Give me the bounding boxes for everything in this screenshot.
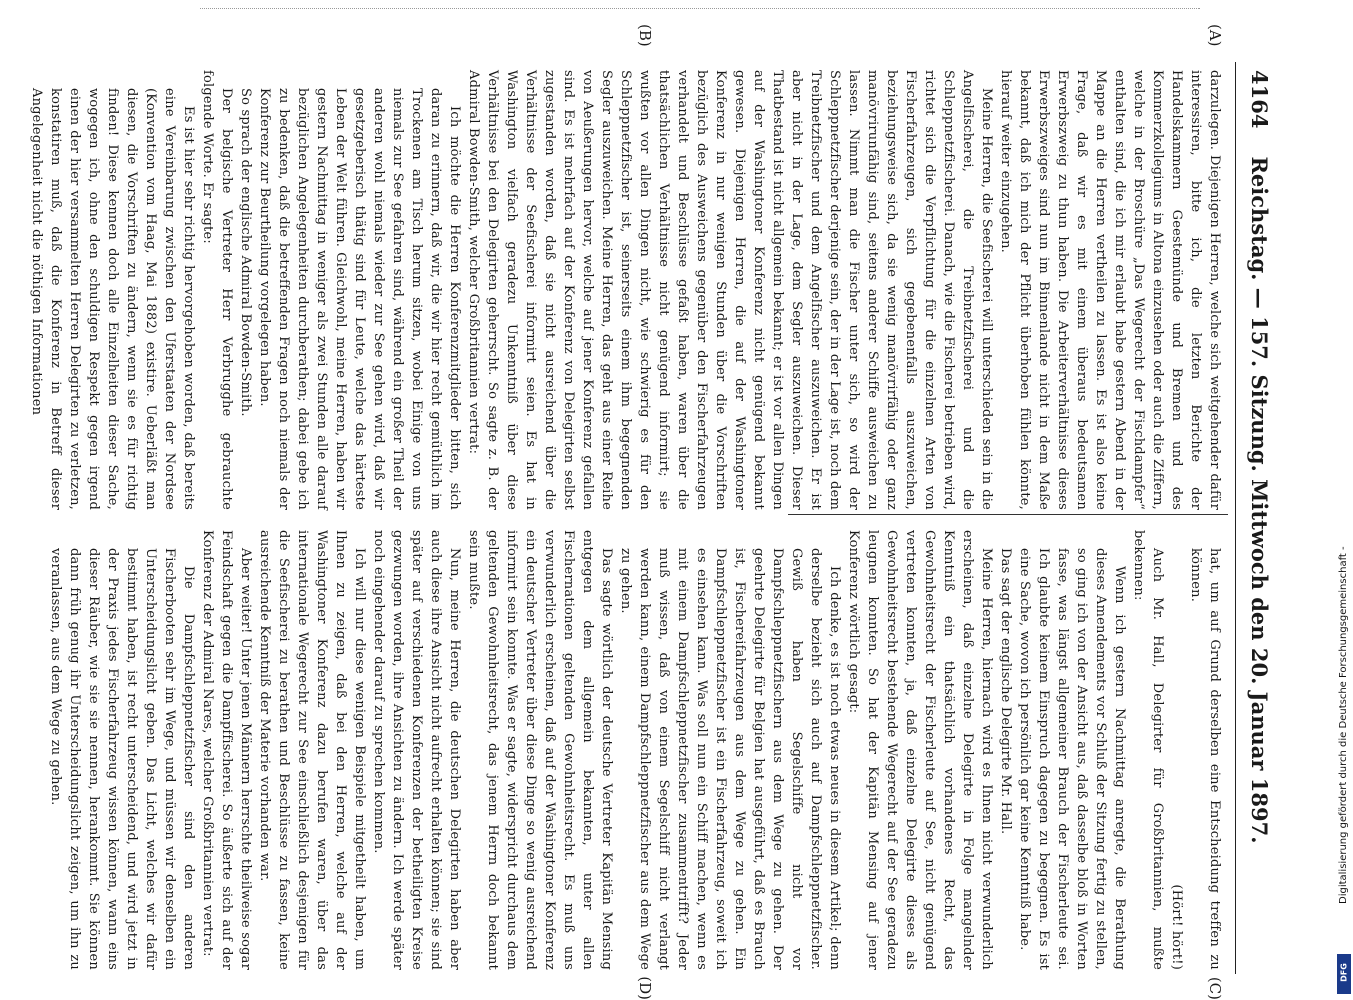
paragraph: Das sagt der englische Delegirte Mr. Hall.: [998, 548, 1013, 835]
left-column: [27, 70, 1224, 510]
running-title: Reichstag. — 157. Sitzung. Mittwoch den 20. Januar 1897.: [1247, 156, 1272, 844]
margin-dots: [200, 8, 1200, 13]
paragraph: Meine Herren, hiernach wird es Ihnen nicht verwunderlich erscheinen, daß einzelne Delegirte in Folge mangelnder Kenntniß ein thatsächlich vorhandenes Recht, das Gewohnheitsrecht der Fischerleute auf See, nicht genügend vertreten konnten, ja, daß einzelne Delegirte dieses als Gewohnheitsrecht bestehende Wegerecht auf der See geradezu leugnen konnten. So hat der Kapitän Mensing auf jener Konferenz wörtlich gesagt:: [846, 530, 994, 970]
page-number: 4164: [1247, 70, 1272, 129]
header-rule: [1235, 62, 1236, 974]
quote-paragraph: Ich denke, es ist noch etwas neues in diesem Artikel; denn derselbe bezieht sich auch auf Dampfschleppnetzfischer. Gewiß haben Segelschiffe nicht vor Dampfschleppnetzfischern aus dem Wege zu gehen. Der geehrte Delegirte für Belgien hat ausgeführt, daß es Brauch ist, Fischereifahrzeugen aus dem Wege zu gehen. Ein Dampfschleppnetzfischer ist ein Fischerfahrzeug, soweit ich es einsehen kann. Was soll nun ein Schiff machen, wenn es mit einem Dampfschleppnetzfischer zusammentrifft? Jeder muß wissen, daß von einem Segelschiff nicht verlangt werden kann, einem Dampfschleppnetzfischer aus dem Wege zu gehen.: [618, 548, 842, 970]
paragraph: So sprach der englische Admiral Bowden-Smith.: [238, 88, 253, 417]
footer-text: Digitalisierung gefördert durch die Deutsche Forschungsgemeinschaft -: [1338, 546, 1349, 904]
paragraph: darzulegen. Diejenigen Herren, welche sich weitgehender dafür interessiren, bitte ich, die letzten Berichte der Handelskammern Geestemünde und Bremen und des Kommerzkollegiums in Altona einzusehen oder auch die Ziffern, welche in der Broschüre „Das Wegerecht der Fischdampfer“ enthalten sind, die ich mir erlaubt habe gestern Abend in der Mappe an die Herren vertheilen zu lassen. Es ist also keine Frage, daß wir es mit einem überaus bedeutsamen Erwerbszweig zu thun haben. Die Arbeiterverhältnisse dieses Erwerbszweiges sind nun im Binnenlande nicht in dem Maße bekannt, daß ich mich der Pflicht überhoben fühlen könnte, hierauf weiter einzugehen.: [998, 70, 1222, 510]
digitization-footer: [1337, 4, 1351, 994]
quote-paragraph: Die Dampfschleppnetzfischer sind den anderen Fischerbooten sehr im Wege, und müssen wir denselben ein Unterscheidungslicht geben. Das Licht, welches wir dafür bestimmt haben, ist recht unterscheidend, und wird jetzt in der Praxis jedes Fischerfahrzeug wissen können, wann eins dieser Räuber, wie sie sie nennen, herankommt. Sie können dann früh genug ihr Unterscheidungslicht zeigen, um ihn zu veranlassen, aus dem Wege zu gehen.: [48, 548, 196, 970]
paragraph: Aber weiter! Unter jenen Männern herrschte theilweise sogar Feindschaft gegen die Dampffischerei. So äußerte sich auf der Konferenz der Admiral Nares, welcher Großbritannien vertrat:: [200, 530, 253, 970]
paragraph: Ich will nur diese wenigen Beispiele mitgetheilt haben, um Ihnen zu zeigen, daß bei den Herren, welche auf der Washingtoner Konferenz dazu berufen waren, über das internationale Wegerecht zur See einschließlich desjenigen für die Seefischerei zu berathen und Beschlüsse zu fassen, keine ausreichende Kenntniß der Materie vorhanden war.: [257, 530, 367, 970]
column-divider: [788, 514, 1228, 515]
page-header: [1242, 0, 1272, 1000]
paragraph: Nun, meine Herren, die deutschen Delegirten haben aber auch diese ihre Ansicht nicht aufrecht erhalten können; sie sind später auf verschiedenen Konferenzen der betheiligten Kreise gezwungen worden, ihre Ansichten zu ändern. Ich werde später noch eingehender darauf zu sprechen kommen.: [371, 530, 462, 970]
quote-paragraph: Wenn ich gestern Nachmittag anregte, die Berathung dieses Amendements vor Schluß der Sitzung fertig zu stellen, so ging ich von der Ansicht aus, daß dasselbe bloß in Worten fasse, was längst allgemeiner Brauch der Fischerleute sei. Ich glaubte keinem Einspruch dagegen zu begegnen. Es ist eine Sache, wovon ich persönlich gar keine Kenntniß habe.: [1017, 548, 1127, 970]
dfg-logo-text: DFG: [1339, 963, 1349, 982]
paragraph: Meine Herren, die Seefischerei will unterschieden sein in die Angelfischerei, die Treibnetzfischerei und die Schleppnetzfischerei. Danach, wie die Fischerei betrieben wird, richtet sich die Verpflichtung für die einzelnen Arten von Fischerfahrzeugen, sich gegebenenfalls auszuweichen, beziehungsweise sich, da sie wenig manövrirfähig oder ganz manövrirunfähig sind, seitens anderer Schiffe ausweichen zu lassen. Nimmt man die Fischer unter sich, so wird der Schleppnetzfischer derjenige sein, der in der Lage ist, noch dem Treibnetzfischer und dem Angelfischer auszuweichen. Er ist aber nicht in der Lage, dem Segler auszuweichen. Dieser Thatbestand ist nicht allgemein bekannt; er ist vor allen Dingen auf der Washingtoner Konferenz nicht genügend bekannt gewesen. Diejenigen Herren, die auf der Washingtoner Konferenz in nur wenigen Stunden über die Vorschriften bezüglich des Ausweichens gegenüber den Fischerfahrzeugen verhandelt und Beschlüsse gefaßt haben, waren über die thatsächlichen Verhältnisse nicht genügend informirt; sie wußten vor allen Dingen nicht, wie schwierig es für den Schleppnetzfischer ist, seinerseits einem ihm begegnenden Segler auszuweichen. Meine Herren, das geht aus einer Reihe von Aeußerungen hervor, welche auf jener Konferenz gefallen sind. Es ist mehrfach auf der Konferenz von Delegirten selbst zugestanden worden, daß sie nicht ausreichend über die Verhältnisse der Seefischerei informirt seien. Es hat in Washington vielfach geradezu Unkenntniß über diese Verhältnisse bei den Delegirten geherrscht. So sagte z. B. der Admiral Bowden-Smith, welcher Großbritannien vertrat:: [466, 70, 994, 510]
dfg-logo-icon: [1337, 954, 1351, 994]
interjection: (Hört! hört!): [1169, 884, 1184, 970]
margin-marker-a: (A): [1206, 24, 1224, 47]
quote-paragraph: Ich möchte die Herren Konferenzmitglieder bitten, sich daran zu erinnern, daß wir, die wir hier recht gemüthlich im Trockenen am Tisch herum sitzen, wobei Einige von uns niemals zur See gefahren sind, während ein großer Theil der anderen wohl niemals wieder zur See gehen wird, daß wir gesetzgeberisch thätig sind für Leute, welche das härteste Leben der Welt führen. Gleichwohl, meine Herren, haben wir gestern Nachmittag in weniger als zwei Stunden alle darauf bezüglichen Angelegenheiten durchberathen; dabei gebe ich zu bedenken, daß die betreffenden Fragen noch niemals der Konferenz zur Beurtheilung vorgelegen haben.: [257, 88, 462, 510]
paragraph: Der belgische Vertreter Herr Verbrugghe gebrauchte folgende Worte. Er sagte:: [200, 70, 234, 510]
paragraph: Auch Mr. Hall, Delegirter für Großbritannien, mußte bekennen:: [1131, 530, 1165, 970]
paragraph: Das sagte wörtlich der deutsche Vertreter Kapitän Mensing entgegen dem allgemein bekannten, unter allen Fischernationen geltenden Gewohnheitsrecht. Es muß uns verwunderlich erscheinen, daß auf der Washingtoner Konferenz ein deutscher Vertreter über diese Dinge so wenig ausreichend informirt sein konnte. Was er sagte, widerspricht durchaus dem geltenden Gewohnheitsrecht, das jenem Herrn doch bekannt sein mußte.: [466, 530, 614, 970]
margin-marker-b: (B): [636, 24, 654, 47]
margin-marker-c: (C): [1206, 976, 1224, 1000]
margin-marker-d: (D): [636, 976, 654, 1000]
quote-paragraph: Es ist hier sehr richtig hervorgehoben worden, daß bereits eine Vereinbarung zwischen den Uferstaaten der Nordsee (Konvention vom Haag, Mai 1882) existire. Ueberläßt man diesen, die Vorschriften zu ändern, wenn sie es für richtig finden! Diese kennen doch alle Einzelheiten dieser Sache, wogegen ich, ohne den schuldigen Respekt gegen irgend einen der hier versammelten Herren Delegirten zu verletzen, konstatiren muß, daß die Konferenz in Betreff dieser Angelegenheit nicht die nöthigen Informationen: [29, 88, 196, 510]
quote-paragraph: hat, um auf Grund derselben eine Entscheidung treffen zu können.: [1188, 548, 1222, 970]
right-column: [46, 530, 1224, 970]
